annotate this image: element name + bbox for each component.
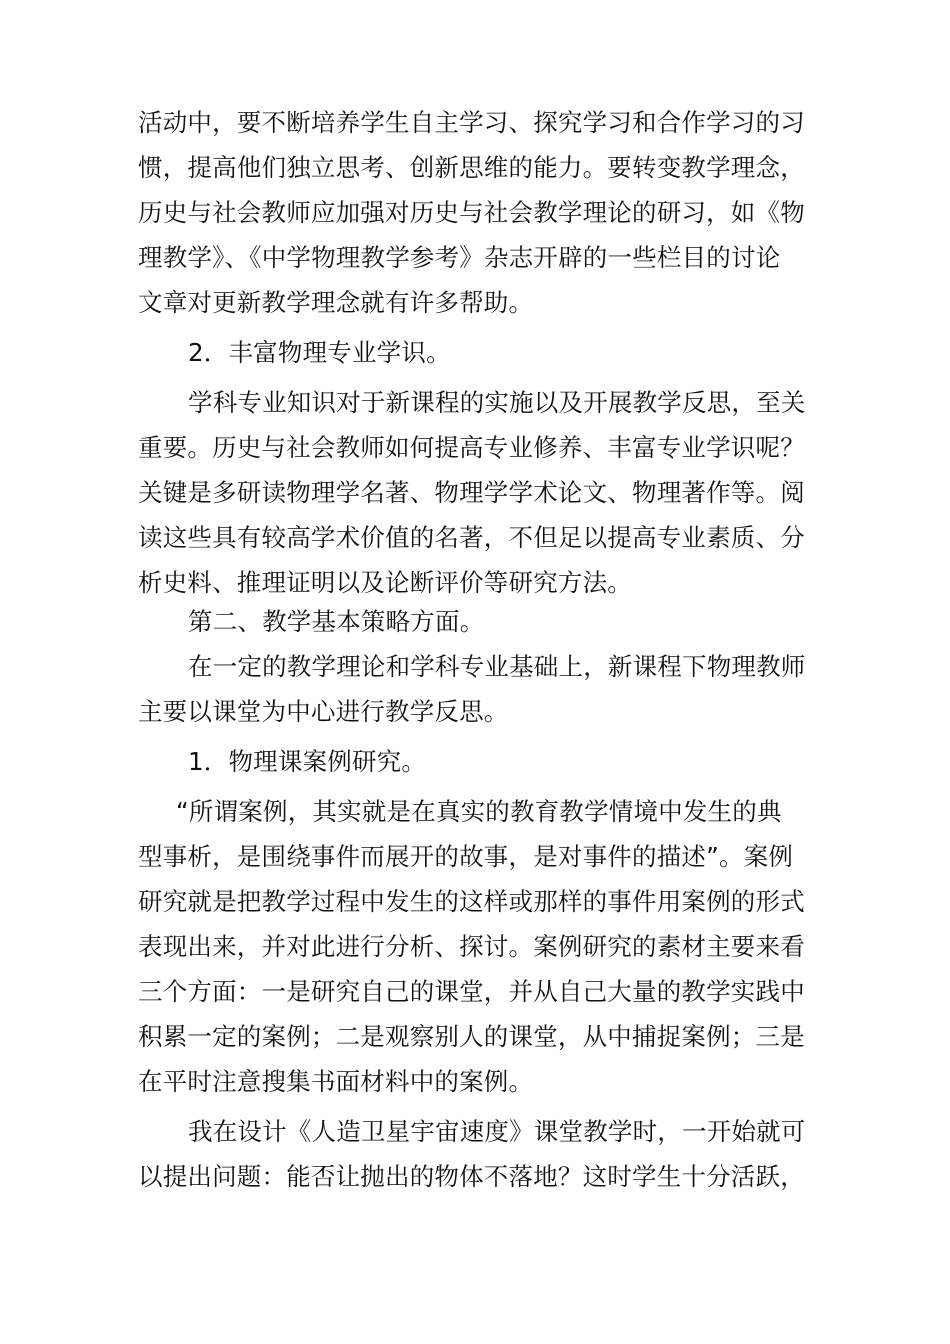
section-heading: 2．丰富物理专业学识。 xyxy=(188,338,451,367)
text-line: 积累一定的案例；二是观察别人的课堂，从中捕捉案例；三是 xyxy=(138,1022,805,1051)
text-line: 在一定的教学理论和学科专业基础上，新课程下物理教师 xyxy=(188,652,806,681)
text-line: 文章对更新教学理念就有许多帮助。 xyxy=(138,288,534,317)
text-line: 读这些具有较高学术价值的名著，不但足以提高专业素质、分 xyxy=(138,523,805,552)
section-heading: 第二、教学基本策略方面。 xyxy=(188,607,485,636)
text-line: 表现出来，并对此进行分析、探讨。案例研究的素材主要来看 xyxy=(138,932,805,961)
text-line: 理教学》、《中学物理教学参考》杂志开辟的一些栏目的讨论 xyxy=(138,243,781,272)
text-line: 在平时注意搜集书面材料中的案例。 xyxy=(138,1067,534,1096)
text-line: 我在设计《人造卫星宇宙速度》课堂教学时，一开始就可 xyxy=(188,1117,806,1146)
text-line: 重要。历史与社会教师如何提高专业修养、丰富专业学识呢？ xyxy=(138,433,805,462)
text-line: 主要以课堂为中心进行教学反思。 xyxy=(138,697,509,726)
text-line: 以提出问题：能否让抛出的物体不落地？这时学生十分活跃， xyxy=(138,1162,805,1191)
text-line: “所谓案例，其实就是在真实的教育教学情境中发生的典 xyxy=(176,797,782,826)
text-line: 学科专业知识对于新课程的实施以及开展教学反思，至关 xyxy=(188,388,806,417)
text-line: 析史料、推理证明以及论断评价等研究方法。 xyxy=(138,568,632,597)
text-line: 惯，提高他们独立思考、创新思维的能力。要转变教学理念， xyxy=(138,153,805,182)
text-line: 关键是多研读物理学名著、物理学学术论文、物理著作等。阅 xyxy=(138,478,805,507)
text-line: 三个方面：一是研究自己的课堂，并从自己大量的教学实践中 xyxy=(138,977,805,1006)
text-line: 活动中，要不断培养学生自主学习、探究学习和合作学习的习 xyxy=(138,108,805,137)
text-line: 历史与社会教师应加强对历史与社会教学理论的研习，如《物 xyxy=(138,198,805,227)
section-heading: 1．物理课案例研究。 xyxy=(188,747,427,776)
text-line: 型事析，是围绕事件而展开的故事，是对事件的描述”。案例 xyxy=(138,842,794,871)
text-line: 研究就是把教学过程中发生的这样或那样的事件用案例的形式 xyxy=(138,887,805,916)
